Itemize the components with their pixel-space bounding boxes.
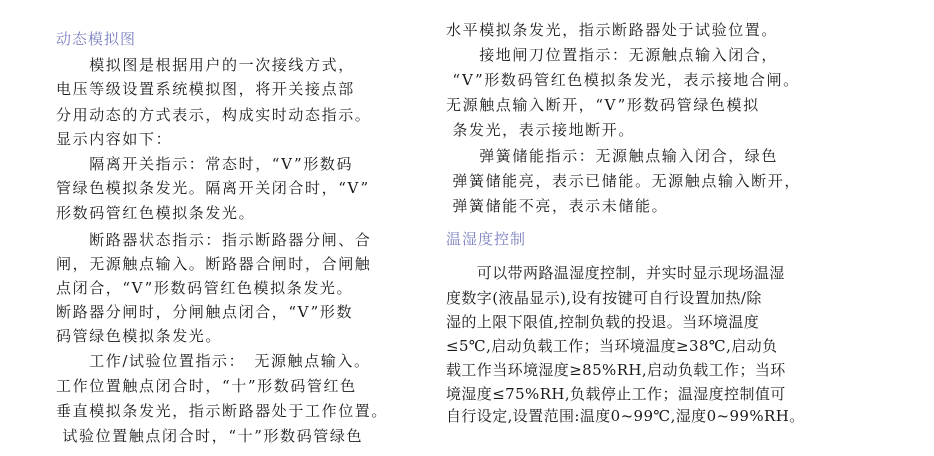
text-line: 弹簧储能指示：无源触点输入闭合，绿色	[446, 147, 779, 165]
text-line: 显示内容如下：	[56, 130, 173, 148]
text-line: 湿的上限下限值,控制负载的投退。当环境温度	[446, 313, 760, 331]
text-line: 弹簧储能不亮，表示未储能。	[446, 197, 669, 215]
text-line: 隔离开关指示：常态时，“V”形数码	[56, 155, 354, 173]
text-line: 水平模拟条发光，指示断路器处于试验位置。	[446, 21, 779, 39]
text-line: 断路器状态指示：指示断路器分闸、合	[56, 231, 372, 249]
text-line: 管绿色模拟条发光。隔离开关闭合时，“V”	[56, 179, 370, 197]
text-line: 试验位置触点闭合时，“十”形数码管绿色	[56, 427, 364, 445]
text-line: 载工作当环境湿度≥85%RH,启动负载工作；当环	[446, 361, 786, 379]
section-heading-dynamic-simulation: 动态模拟图	[56, 30, 137, 48]
text-line: 点闭合，“V”形数码管红色模拟条发光。	[56, 279, 354, 297]
text-line: 模拟图是根据用户的一次接线方式，	[56, 56, 355, 74]
section-heading-temperature-humidity: 温湿度控制	[446, 230, 527, 248]
text-line: 断路器分闸时，分闸触点闭合，“V”形数	[56, 303, 354, 321]
text-line: 无源触点输入断开，“V”形数码管绿色模拟	[446, 96, 760, 114]
text-line: 工作位置触点闭合时，“十”形数码管红色	[56, 377, 357, 395]
text-line: “V”形数码管红色模拟条发光，表示接地合闸。	[446, 71, 800, 89]
text-line: 垂直模拟条发光，指示断路器处于工作位置。	[56, 402, 389, 420]
text-line: ≤5℃,启动负载工作；当环境温度≥38℃,启动负	[446, 337, 778, 355]
text-line: 闸，无源触点输入。断路器合闸时，合闸触	[56, 255, 372, 273]
text-line: 形数码管红色模拟条发光。	[56, 204, 256, 222]
text-line: 境湿度≤75%RH,负载停止工作；温湿度控制值可	[446, 385, 786, 403]
text-line: 弹簧储能亮，表示已储能。无源触点输入断开，	[446, 172, 801, 190]
text-line: 分用动态的方式表示，构成实时动态指示。	[56, 106, 372, 124]
text-line: 可以带两路温湿度控制，并实时显示现场温湿	[446, 264, 785, 282]
text-line: 电压等级设置系统模拟图，将开关接点部	[56, 80, 355, 98]
text-line: 条发光，表示接地断开。	[446, 121, 635, 139]
text-line: 接地闸刀位置指示：无源触点输入闭合，	[446, 46, 779, 64]
text-line: 自行设定,设置范围:温度0~99℃,湿度0~99%RH。	[446, 407, 805, 425]
text-line: 码管绿色模拟条发光。	[56, 327, 223, 345]
text-line: 度数字(液晶显示),设有按键可自行设置加热/除	[446, 289, 762, 307]
text-line: 工作/试验位置指示： 无源触点输入。	[56, 352, 371, 370]
